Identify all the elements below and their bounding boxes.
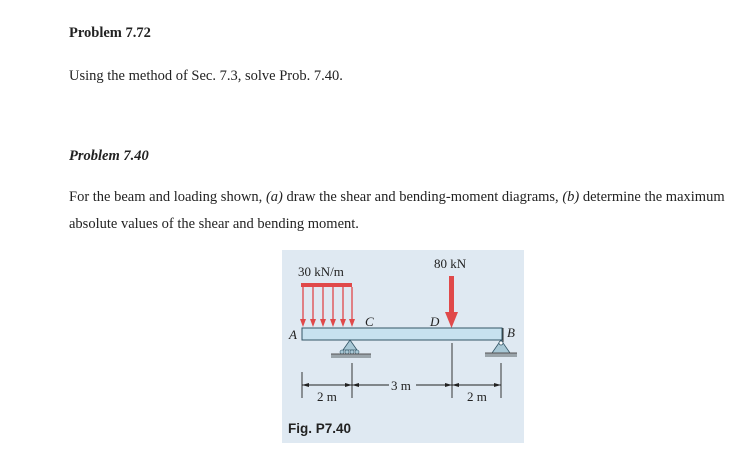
point-load-label: 80 kN bbox=[434, 256, 467, 271]
dimension-d-b: 2 m bbox=[467, 389, 487, 404]
label-c: C bbox=[365, 314, 374, 329]
problem-text: Using the method of Sec. 7.3, solve Prob. 7.40. bbox=[69, 68, 343, 84]
dimension-a-c: 2 m bbox=[317, 389, 337, 404]
label-d: D bbox=[430, 314, 440, 329]
dimension-c-d: 3 m bbox=[391, 378, 411, 393]
beam bbox=[302, 328, 502, 340]
distributed-load bbox=[300, 283, 355, 327]
distributed-load-bar bbox=[301, 283, 352, 287]
beam-diagram bbox=[282, 250, 524, 443]
figure-caption: Fig. P7.40 bbox=[288, 421, 352, 436]
distributed-load-label: 30 kN/m bbox=[298, 264, 344, 279]
reference-heading: Problem 7.40 bbox=[69, 148, 149, 164]
point-load-arrow bbox=[445, 276, 458, 328]
part-b-marker: (b) bbox=[562, 189, 580, 205]
label-a: A bbox=[289, 327, 297, 342]
problem-heading: Problem 7.72 bbox=[69, 25, 151, 41]
reference-text-intro: For the beam and loading shown, bbox=[69, 189, 266, 205]
pin-support-b bbox=[485, 340, 517, 357]
part-a-marker: (a) bbox=[265, 189, 283, 205]
part-b-text: determine the maximum absolute values of the shear and bending moment. bbox=[69, 189, 725, 232]
reference-text bbox=[69, 184, 739, 238]
beam-figure bbox=[282, 250, 524, 443]
part-a-text: draw the shear and bending-moment diagrams, bbox=[282, 189, 563, 205]
label-b: B bbox=[507, 325, 515, 340]
roller-support-c bbox=[331, 340, 371, 358]
